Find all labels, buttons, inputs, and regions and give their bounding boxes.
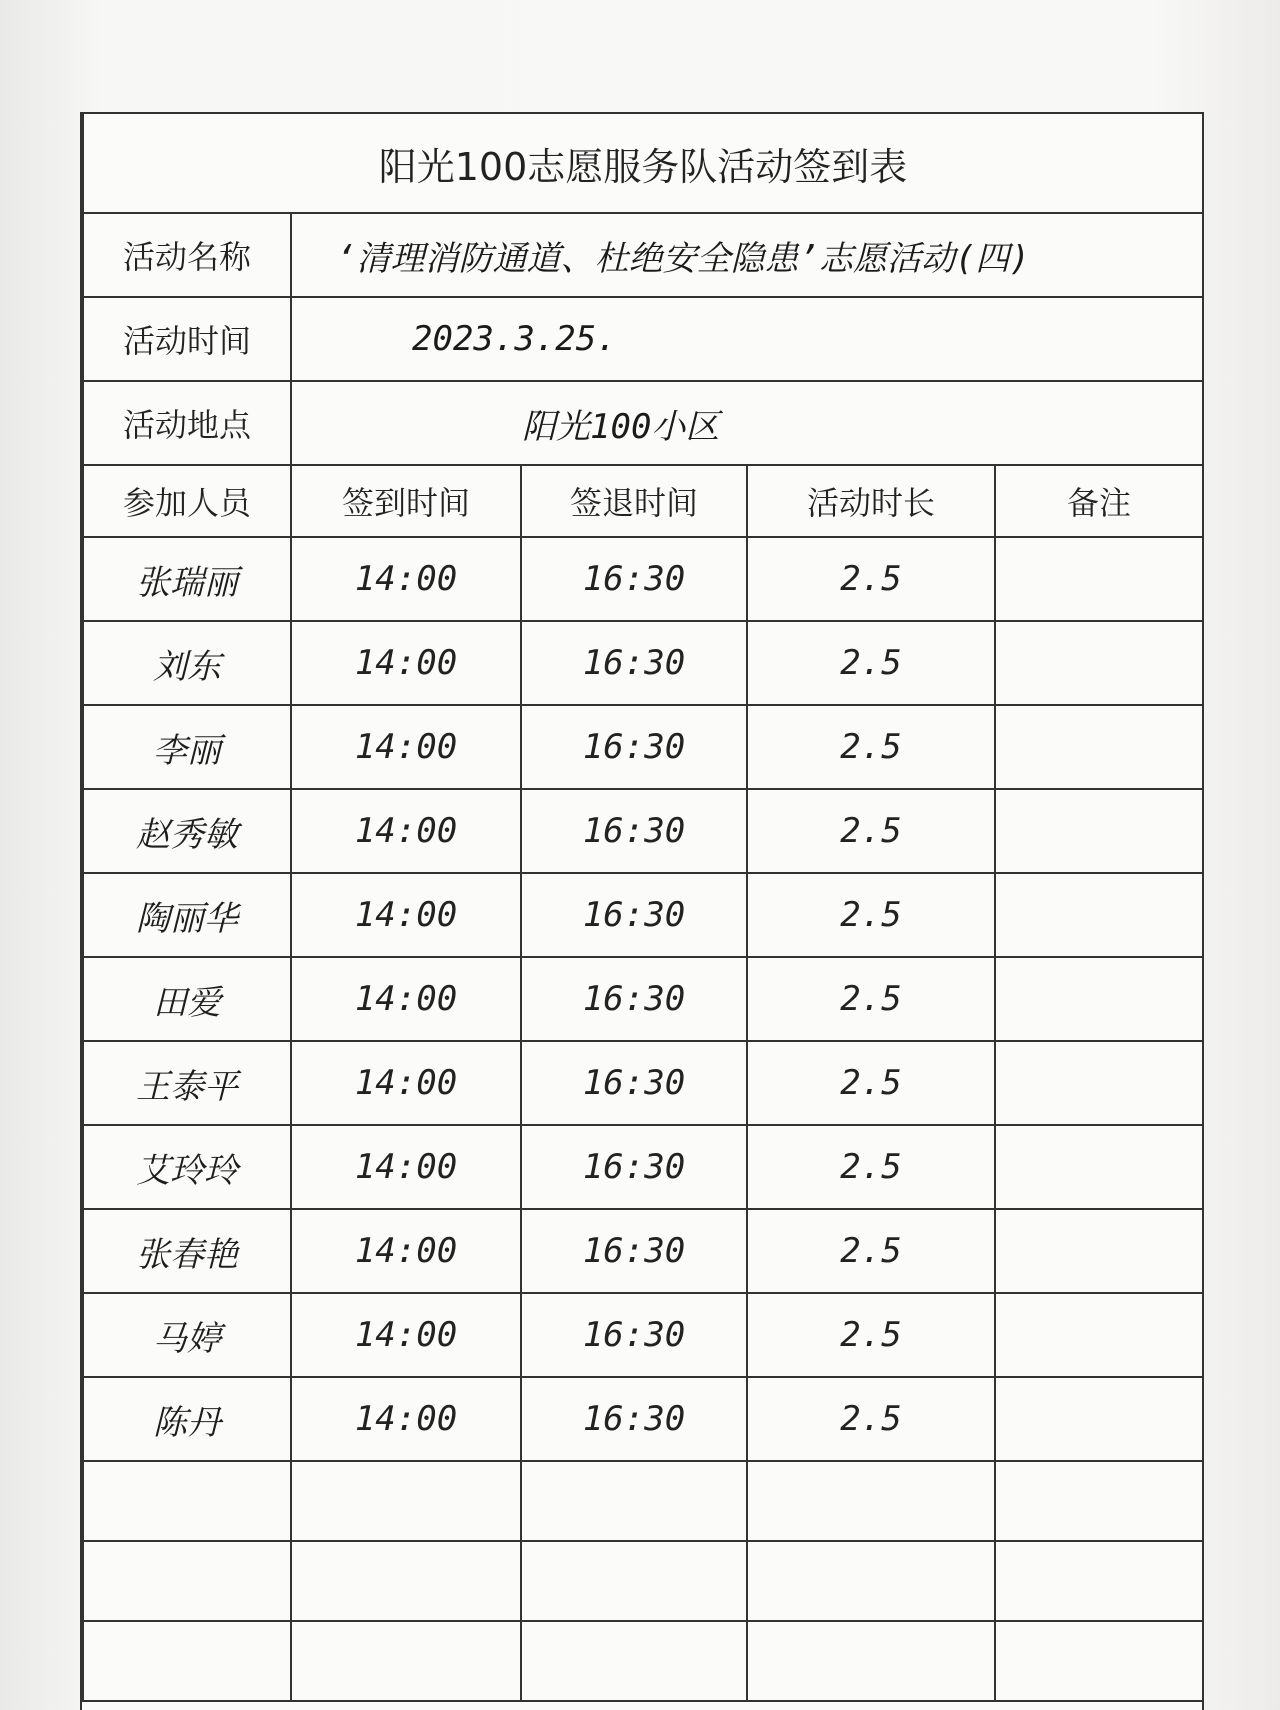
signout-time: 16:30 — [521, 621, 747, 705]
title-row — [83, 114, 1203, 213]
participant-name: 张瑞丽 — [83, 537, 291, 621]
duration: 2.5 — [747, 1041, 995, 1125]
remark — [995, 537, 1203, 621]
activity-time-label: 活动时间 — [83, 297, 291, 381]
activity-place-row — [83, 381, 1203, 465]
participant-name: 陈丹 — [83, 1377, 291, 1461]
signin-sheet — [80, 112, 1204, 1710]
duration: 2.5 — [747, 537, 995, 621]
remark — [995, 705, 1203, 789]
remark — [995, 1377, 1203, 1461]
participant-name: 陶丽华 — [83, 873, 291, 957]
table-row — [83, 1293, 1203, 1377]
signin-time: 14:00 — [291, 1293, 521, 1377]
participant-name: 李丽 — [83, 705, 291, 789]
participant-name: 马婷 — [83, 1293, 291, 1377]
signin-time: 14:00 — [291, 1209, 521, 1293]
signout-time: 16:30 — [521, 957, 747, 1041]
table-row — [83, 1125, 1203, 1209]
table-row — [83, 957, 1203, 1041]
header-signout-time: 签退时间 — [521, 465, 747, 537]
signout-time: 16:30 — [521, 1209, 747, 1293]
duration: 2.5 — [747, 1293, 995, 1377]
table-row — [83, 789, 1203, 873]
signin-time: 14:00 — [291, 1041, 521, 1125]
remark — [995, 1125, 1203, 1209]
table-row — [83, 621, 1203, 705]
activity-name-value: ‘清理消防通道、杜绝安全隐患’志愿活动(四) — [291, 213, 1203, 297]
empty-row — [83, 1461, 1203, 1541]
activity-name-row — [83, 213, 1203, 297]
duration: 2.5 — [747, 1125, 995, 1209]
remark — [995, 1293, 1203, 1377]
participant-name: 田爱 — [83, 957, 291, 1041]
header-signin-time: 签到时间 — [291, 465, 521, 537]
sheet-title: 阳光100志愿服务队活动签到表 — [83, 114, 1203, 213]
duration: 2.5 — [747, 873, 995, 957]
empty-row — [83, 1541, 1203, 1621]
participant-name: 艾玲玲 — [83, 1125, 291, 1209]
header-remarks: 备注 — [995, 465, 1203, 537]
activity-place-value: 阳光100小区 — [291, 381, 1203, 465]
signin-time: 14:00 — [291, 789, 521, 873]
participant-name: 刘东 — [83, 621, 291, 705]
remark — [995, 957, 1203, 1041]
activity-place-label: 活动地点 — [83, 381, 291, 465]
signout-time: 16:30 — [521, 1377, 747, 1461]
activity-name-label: 活动名称 — [83, 213, 291, 297]
signin-time: 14:00 — [291, 1125, 521, 1209]
remark — [995, 873, 1203, 957]
participant-name: 王泰平 — [83, 1041, 291, 1125]
signout-time: 16:30 — [521, 789, 747, 873]
remark — [995, 789, 1203, 873]
signout-time: 16:30 — [521, 705, 747, 789]
activity-time-value: 2023.3.25. — [291, 297, 1203, 381]
duration: 2.5 — [747, 789, 995, 873]
signin-time: 14:00 — [291, 705, 521, 789]
signout-time: 16:30 — [521, 537, 747, 621]
activity-time-row — [83, 297, 1203, 381]
signout-time: 16:30 — [521, 1041, 747, 1125]
duration: 2.5 — [747, 705, 995, 789]
signin-time: 14:00 — [291, 621, 521, 705]
duration: 2.5 — [747, 621, 995, 705]
participant-name: 赵秀敏 — [83, 789, 291, 873]
signin-table — [82, 114, 1204, 1702]
table-row — [83, 705, 1203, 789]
duration: 2.5 — [747, 1209, 995, 1293]
table-row — [83, 1041, 1203, 1125]
table-row — [83, 1209, 1203, 1293]
signout-time: 16:30 — [521, 1125, 747, 1209]
remark — [995, 1041, 1203, 1125]
remark — [995, 1209, 1203, 1293]
signout-time: 16:30 — [521, 1293, 747, 1377]
table-row — [83, 1377, 1203, 1461]
participant-name: 张春艳 — [83, 1209, 291, 1293]
table-header-row — [83, 465, 1203, 537]
header-participant: 参加人员 — [83, 465, 291, 537]
remark — [995, 621, 1203, 705]
signin-time: 14:00 — [291, 957, 521, 1041]
duration: 2.5 — [747, 1377, 995, 1461]
duration: 2.5 — [747, 957, 995, 1041]
signin-time: 14:00 — [291, 1377, 521, 1461]
signout-time: 16:30 — [521, 873, 747, 957]
table-row — [83, 873, 1203, 957]
header-duration: 活动时长 — [747, 465, 995, 537]
table-row — [83, 537, 1203, 621]
signin-time: 14:00 — [291, 537, 521, 621]
signin-time: 14:00 — [291, 873, 521, 957]
empty-row — [83, 1621, 1203, 1701]
